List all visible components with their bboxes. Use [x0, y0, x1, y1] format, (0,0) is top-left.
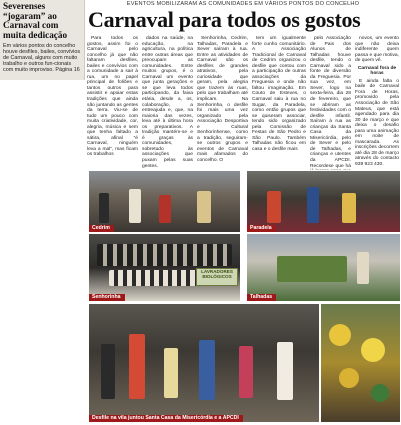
flower-figure — [339, 368, 359, 388]
text-column-2 — [142, 36, 193, 169]
photo-caption: Paradela — [247, 225, 276, 232]
photo-caption: Desfile na vila juntou Santa Casa da Misericórdia e a APCDI — [89, 415, 243, 422]
person-figure — [129, 334, 145, 399]
sidebar-title: Severenses “jogaram” ao Carnaval com muita dedicação — [3, 1, 68, 40]
box-title: Carnaval fora de horas — [357, 65, 397, 77]
person-figure — [197, 191, 211, 223]
text-column-4 — [252, 36, 306, 169]
person-figure — [199, 340, 215, 400]
banner-sign: LAVRADORES BIOLÓGICOS — [196, 268, 238, 286]
text-column-1 — [87, 36, 138, 169]
text-column-6 — [355, 36, 399, 169]
person-figure — [159, 195, 171, 223]
photo-cedrim — [88, 170, 241, 233]
person-figure — [307, 187, 319, 223]
photo-talhadas — [246, 233, 401, 302]
person-figure — [239, 346, 253, 398]
column-text: Para todos os gostos, assim foi o Carnaval pelo concelho já que não faltaram desfiles, bailes e convívios com a comunidade a sair à rua, um no papel principal de foliões e tantos outros para assistir e apoiar estas tradições que ainda são juntando as gentes da terra. Viu-se de tudo um pouco com muita criatividade, cor, alegria, música e sem que tenha faltado a sátira, afinal “é Carnaval, ninguém leva a mal”, mas ficam os trabalhos — [87, 36, 138, 158]
column-text: dados na saúde, na educação, na agricultura, na política entre outras áreas que preocupam as comunidades. Entre muitos grupos, é o Carnaval um evento que junta gerações e se que leva todos participando, da faixa etária, desde a, os, colaboração, a entreajuda e, que, na maioria das vezes, leva até à última hora os preparativos. A tradição mantém-se e é graças às comunidades, sobretudo às associações que puxam pelas suas gentes. — [142, 36, 193, 169]
person-figure — [164, 348, 178, 398]
person-figure — [357, 252, 369, 284]
crowd-figure — [97, 244, 232, 266]
photo-flower-costumes — [320, 303, 401, 423]
photo-caption: Cedrim — [89, 225, 114, 232]
column-text: Senhorinha, Cedrim, Talhadas, Paradela e Sever saíram à rua. Entre as atividades de Carnaval são os desfiles de grandes atrativos, pela curiosidade que geram, pela alegria que trazem às ruas, pelo que trabalham até implicam. Na Senhorinha, o desfile foi mais uma vez organizado pela Associação Desportiva e Cultural Senhorinhense, como a tradição, seguiram-se outros grupos e eventos de Carnaval mais afamados do concelho. O — [197, 36, 248, 164]
box-text: E ainda falta o baile de Carnaval Fora de Horas, promovido pela Associação de São Mateus, que está agendado para dia 30 de março e que deixa o desafio para uma animação em noite de mascarada. As inscrições decorrem até dia 28 de março através do contacto 939 923 430. — [355, 78, 399, 168]
column-text: novos, um evento que não deixa indiferente quem passa e que motiva, de quem vê. — [355, 36, 399, 64]
sidebar-body: Em vários pontos do concelho houve desfiles, bailes, convívios de Carnaval, alguns com muito trabalho e outros fun-cionais com muito improviso. Página 16 — [3, 43, 81, 74]
person-figure — [267, 191, 281, 223]
column-text: tem um igualmente forte cunho comunitário. A Associação Tradicional de Carnaval de Cedrim organizou o desfile que contou com a participação de outras associações da Freguesia e onde não faltou imaginação. Em Couto de Esteves, o Carnaval saiu à rua no Sugar, da Paradela, como então grupos que se quiseram associar, tendo sido organizado pela Comissão de Festas de São Pedro e São Paulo. Também Talhadas não ficou em casa e o desfile mais — [252, 36, 306, 152]
person-figure — [129, 189, 141, 223]
column-text: pelo Associação de Pais dos Alunos de Talhadas houve desfile, tendo o Carnaval sido a fonte de diversão da Freguesia. Por sua vez, em Sever, logo na sexta-feira, dia 28 de fevereiro, que se abriram as festividades com o desfile infantil. Saíram à rua as crianças da Santa Casa da Misericórdia, pelo de Sever e pelo de Talhadas, e crianças e utentes da APCDI. Recordese que há — [310, 36, 351, 169]
flower-figure — [329, 324, 351, 346]
sidebar-teaser — [0, 0, 85, 80]
text-column-3 — [197, 36, 248, 169]
page-title: Carnaval para todos os gostos — [88, 7, 361, 32]
text-column-5 — [310, 36, 351, 169]
photo-caption: Talhadas — [247, 294, 276, 301]
float-figure — [277, 256, 347, 282]
flower-figure — [371, 384, 389, 402]
person-figure — [101, 344, 115, 399]
person-figure — [99, 193, 109, 223]
person-figure — [277, 342, 293, 400]
photo-paradela — [246, 170, 401, 233]
flower-figure — [361, 338, 385, 362]
kicker: EVENTOS MOBILIZARAM AS COMUNIDADES EM VÁRIOS PONTOS DO CONCELHO — [126, 1, 360, 7]
photo-caption: Senhorinha — [89, 294, 125, 301]
photo-sever-parade — [88, 303, 320, 423]
person-figure — [342, 193, 356, 223]
